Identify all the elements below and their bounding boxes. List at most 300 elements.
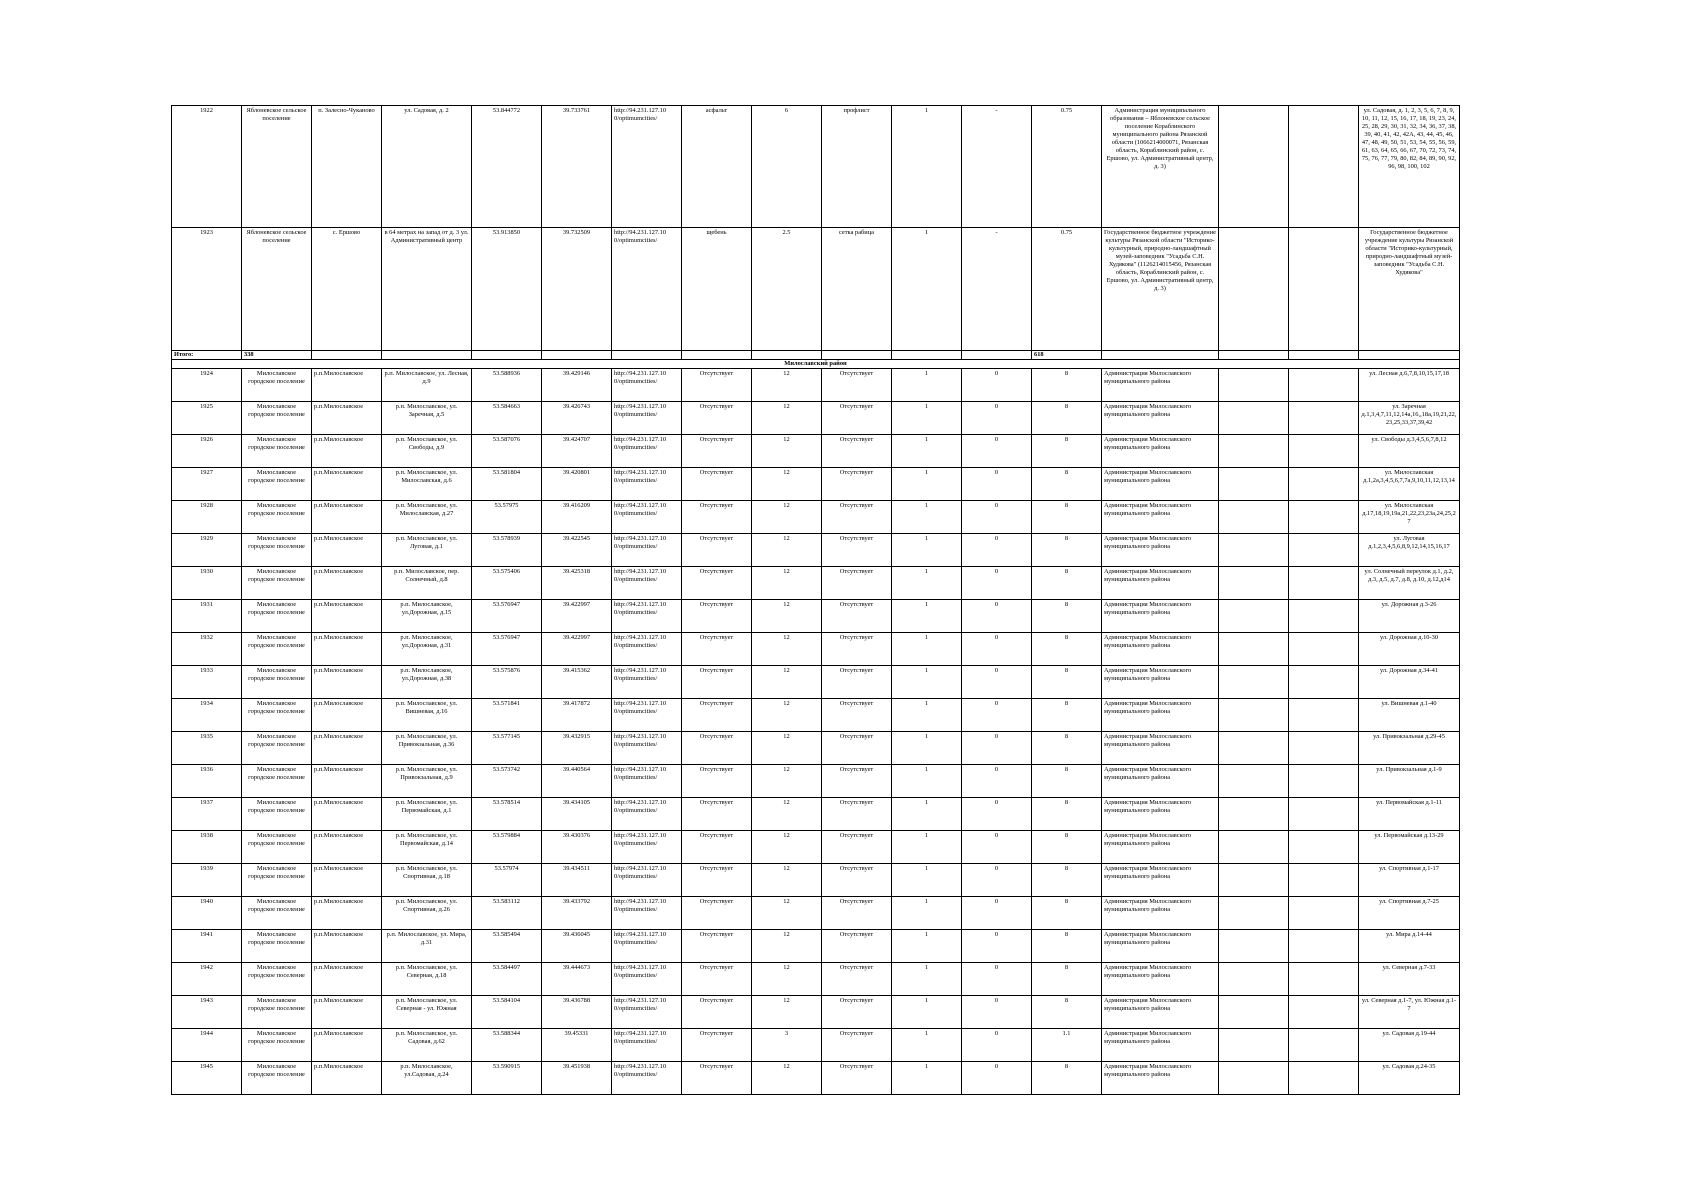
empty-cell [1219,930,1289,963]
longitude-cell: 39.422997 [542,600,612,633]
fence-cell: Отсутствует [822,897,892,930]
fence-cell: Отсутствует [822,402,892,435]
longitude-cell: 39.424707 [542,435,612,468]
empty-cell [1289,1062,1359,1095]
map-link-cell: http://94.231.127.10 0/optimumcities/ [612,228,682,351]
table-row [172,534,1460,567]
settlement-cell: Милославское городское поселение [242,567,312,600]
locality-cell: с. Ершово [312,228,382,351]
map-link-cell: http://94.231.127.10 0/optimumcities/ [612,600,682,633]
surface-cell: Отсутствует [682,897,752,930]
area-cell: 12 [752,897,822,930]
empty-cell [1219,351,1289,360]
served-objects-cell: ул. Милославская д.17,18,19,19а,21,22,23,23а,24,25,27 [1359,501,1460,534]
empty-cell [752,351,822,360]
row-number-cell: 1942 [172,963,242,996]
volume-cell: 8 [1032,567,1102,600]
empty-cell [962,351,1032,360]
owner-cell: Администрация Милославского муниципального района [1102,402,1219,435]
containers-cell: 1 [892,732,962,765]
empty-cell [1219,468,1289,501]
fence-cell: Отсутствует [822,534,892,567]
locality-cell: р.п.Милославское [312,369,382,402]
area-cell: 12 [752,567,822,600]
surface-cell: Отсутствует [682,501,752,534]
map-link-cell: http://94.231.127.10 0/optimumcities/ [612,930,682,963]
longitude-cell: 39.444673 [542,963,612,996]
latitude-cell: 53.578939 [472,534,542,567]
served-objects-cell: ул. Садовая д.19-44 [1359,1029,1460,1062]
table-row [172,468,1460,501]
surface-cell: Отсутствует [682,996,752,1029]
latitude-cell: 53.571841 [472,699,542,732]
address-cell: р.п. Милославское, ул. Спортивная, д.26 [382,897,472,930]
address-cell: р.п. Милославское, ул.Дорожная, д.31 [382,633,472,666]
served-objects-cell: ул. Заречная д.1,3,4,7,11,12,14а,16,,18а,19,21,22,23,25,33,37,39,42 [1359,402,1460,435]
map-link-cell: http://94.231.127.10 0/optimumcities/ [612,831,682,864]
area-cell: 12 [752,996,822,1029]
row-number-cell: 1935 [172,732,242,765]
surface-cell: Отсутствует [682,468,752,501]
owner-cell: Администрация Милославского муниципального района [1102,369,1219,402]
served-objects-cell: ул. Садовая, д. 1, 2, 3, 5, 6, 7, 8, 9, 10, 11, 12, 15, 16, 17, 18, 19, 23, 24, 25, 28, 29, 30, 31, 32, 34, 36, 37, 38, 39, 40, 41, 42, 42А, 43, 44, 45, 46, 47, 48, 49, 50, 51, 53, 54, 55, 56, 59, 61, 63, 64, 65, 66, 67, 70, 72, 73, 74, 75, 76, 77, 79, 80, 82, 84, 89, 90, 92, 96, 98, 100, 102 [1359,106,1460,228]
empty-cell [1219,1062,1289,1095]
row-number-cell: 1924 [172,369,242,402]
table-row [172,600,1460,633]
row-number-cell: 1934 [172,699,242,732]
settlement-cell: Милославское городское поселение [242,798,312,831]
fence-cell: профлист [822,106,892,228]
empty-cell [822,351,892,360]
map-link-cell: http://94.231.127.10 0/optimumcities/ [612,567,682,600]
map-link-cell: http://94.231.127.10 0/optimumcities/ [612,468,682,501]
longitude-cell: 39.430376 [542,831,612,864]
empty-cell [1289,996,1359,1029]
area-cell: 12 [752,798,822,831]
latitude-cell: 53.573742 [472,765,542,798]
surface-cell: Отсутствует [682,930,752,963]
row-number-cell: 1929 [172,534,242,567]
locality-cell: р.п.Милославское [312,996,382,1029]
table-row [172,633,1460,666]
latitude-cell: 53.588344 [472,1029,542,1062]
empty-cell [542,351,612,360]
address-cell: р.п. Милославское, ул.Дорожная, д.38 [382,666,472,699]
volume-cell: 0.75 [1032,106,1102,228]
area-cell: 12 [752,732,822,765]
empty-cell [1219,501,1289,534]
area-cell: 12 [752,1062,822,1095]
volume-cell: 8 [1032,963,1102,996]
owner-cell: Администрация Милославского муниципального района [1102,435,1219,468]
address-cell: р.п. Милославское, ул. Милославская, д.27 [382,501,472,534]
row-number-cell: 1922 [172,106,242,228]
empty-cell [1289,699,1359,732]
address-cell: р.п. Милославское, ул. Милославская, д.6 [382,468,472,501]
longitude-cell: 39.420801 [542,468,612,501]
table-row [172,369,1460,402]
planned-containers-cell: 0 [962,567,1032,600]
empty-cell [1289,831,1359,864]
table-row [172,1062,1460,1095]
address-cell: р.п. Милославское, ул. Вишневая, д.16 [382,699,472,732]
locality-cell: р.п.Милославское [312,1029,382,1062]
fence-cell: Отсутствует [822,732,892,765]
empty-cell [1289,897,1359,930]
locality-cell: р.п.Милославское [312,1062,382,1095]
longitude-cell: 39.432915 [542,732,612,765]
volume-cell: 8 [1032,897,1102,930]
address-cell: ул. Садовая, д. 2 [382,106,472,228]
served-objects-cell: ул. Садовая д.24-35 [1359,1062,1460,1095]
planned-containers-cell: 0 [962,501,1032,534]
served-objects-cell: ул. Дорожная д.34-41 [1359,666,1460,699]
latitude-cell: 53.583112 [472,897,542,930]
locality-cell: р.п.Милославское [312,732,382,765]
planned-containers-cell: 0 [962,831,1032,864]
owner-cell: Администрация Милославского муниципального района [1102,864,1219,897]
address-cell: р.п. Милославское, ул. Северная - ул. Южная [382,996,472,1029]
longitude-cell: 39.451938 [542,1062,612,1095]
empty-cell [1289,1029,1359,1062]
longitude-cell: 39.426743 [542,402,612,435]
fence-cell: Отсутствует [822,963,892,996]
owner-cell: Администрация Милославского муниципального района [1102,1062,1219,1095]
planned-containers-cell: 0 [962,402,1032,435]
planned-containers-cell: - [962,228,1032,351]
longitude-cell: 39.422545 [542,534,612,567]
empty-cell [1289,633,1359,666]
table-row [172,930,1460,963]
area-cell: 2.5 [752,228,822,351]
surface-cell: Отсутствует [682,864,752,897]
empty-cell [1289,963,1359,996]
row-number-cell: 1932 [172,633,242,666]
volume-cell: 8 [1032,732,1102,765]
area-cell: 12 [752,864,822,897]
volume-cell: 8 [1032,1062,1102,1095]
empty-cell [1219,1029,1289,1062]
empty-cell [1289,534,1359,567]
surface-cell: Отсутствует [682,765,752,798]
fence-cell: Отсутствует [822,930,892,963]
table-row [172,1029,1460,1062]
empty-cell [1219,996,1289,1029]
longitude-cell: 39.436788 [542,996,612,1029]
row-number-cell: 1937 [172,798,242,831]
empty-cell [1219,534,1289,567]
area-cell: 6 [752,106,822,228]
owner-cell: Администрация Милославского муниципального района [1102,468,1219,501]
settlement-cell: Милославское городское поселение [242,534,312,567]
table-row [172,798,1460,831]
map-link-cell: http://94.231.127.10 0/optimumcities/ [612,732,682,765]
latitude-cell: 53.57974 [472,864,542,897]
empty-cell [682,351,752,360]
table-row [172,106,1460,228]
empty-cell [1289,798,1359,831]
address-cell: р.п. Милославское, ул. Лесная, д.9 [382,369,472,402]
settlement-cell: Милославское городское поселение [242,600,312,633]
settlement-cell: Милославское городское поселение [242,666,312,699]
empty-cell [1289,666,1359,699]
empty-cell [892,351,962,360]
address-cell: р.п. Милославское, ул. Спортивная, д.18 [382,864,472,897]
area-cell: 12 [752,930,822,963]
address-cell: р.п. Милославское, ул. Луговая, д.1 [382,534,472,567]
volume-cell: 8 [1032,765,1102,798]
containers-cell: 1 [892,228,962,351]
owner-cell: Администрация Милославского муниципального района [1102,798,1219,831]
fence-cell: Отсутствует [822,1029,892,1062]
owner-cell: Администрация Милославского муниципального района [1102,633,1219,666]
address-cell: р.п. Милославское, ул. Свободы, д.9 [382,435,472,468]
longitude-cell: 39.422997 [542,633,612,666]
settlement-cell: Милославское городское поселение [242,996,312,1029]
settlement-cell: Милославское городское поселение [242,930,312,963]
locality-cell: р.п.Милославское [312,765,382,798]
settlement-cell: Милославское городское поселение [242,468,312,501]
served-objects-cell: ул. Луговая д.1,2,3,4,5,6,8,9,12,14,15,16,17 [1359,534,1460,567]
latitude-cell: 53.913850 [472,228,542,351]
empty-cell [1289,228,1359,351]
longitude-cell: 39.434105 [542,798,612,831]
map-link-cell: http://94.231.127.10 0/optimumcities/ [612,963,682,996]
empty-cell [1219,765,1289,798]
fence-cell: Отсутствует [822,996,892,1029]
area-cell: 12 [752,534,822,567]
locality-cell: р.п.Милославское [312,402,382,435]
volume-cell: 8 [1032,831,1102,864]
locality-cell: р.п.Милославское [312,831,382,864]
latitude-cell: 53.584663 [472,402,542,435]
owner-cell: Администрация Милославского муниципального района [1102,897,1219,930]
volume-cell: 8 [1032,930,1102,963]
table-row [172,666,1460,699]
empty-cell [1219,963,1289,996]
volume-cell: 8 [1032,468,1102,501]
settlement-cell: Милославское городское поселение [242,963,312,996]
owner-cell: Администрация Милославского муниципального района [1102,567,1219,600]
fence-cell: Отсутствует [822,435,892,468]
served-objects-cell: ул. Вишневая д.1-40 [1359,699,1460,732]
volume-cell: 8 [1032,600,1102,633]
fence-cell: Отсутствует [822,567,892,600]
settlement-cell: Яблоневское сельское поселение [242,106,312,228]
locality-cell: п. Залесно-Чуканово [312,106,382,228]
served-objects-cell: ул. Дорожная д.3-26 [1359,600,1460,633]
empty-cell [1219,633,1289,666]
containers-cell: 1 [892,633,962,666]
row-number-cell: 1938 [172,831,242,864]
planned-containers-cell: 0 [962,798,1032,831]
locality-cell: р.п.Милославское [312,666,382,699]
containers-cell: 1 [892,864,962,897]
longitude-cell: 39.415362 [542,666,612,699]
volume-cell: 8 [1032,699,1102,732]
area-cell: 12 [752,402,822,435]
total-count: 338 [242,351,312,360]
table-row [172,732,1460,765]
total-volume: 618 [1032,351,1102,360]
locality-cell: р.п.Милославское [312,633,382,666]
map-link-cell: http://94.231.127.10 0/optimumcities/ [612,699,682,732]
latitude-cell: 53.577145 [472,732,542,765]
served-objects-cell: ул. Северная д.7-33 [1359,963,1460,996]
latitude-cell: 53.576947 [472,600,542,633]
empty-cell [1102,351,1219,360]
map-link-cell: http://94.231.127.10 0/optimumcities/ [612,897,682,930]
settlement-cell: Милославское городское поселение [242,897,312,930]
containers-cell: 1 [892,1062,962,1095]
surface-cell: Отсутствует [682,600,752,633]
fence-cell: Отсутствует [822,864,892,897]
empty-cell [1289,501,1359,534]
surface-cell: Отсутствует [682,699,752,732]
empty-cell [1359,351,1460,360]
settlement-cell: Милославское городское поселение [242,1062,312,1095]
table-row [172,864,1460,897]
volume-cell: 8 [1032,996,1102,1029]
latitude-cell: 53.581804 [472,468,542,501]
locality-cell: р.п.Милославское [312,963,382,996]
address-cell: р.п. Милославское, пер. Солнечный, д.8 [382,567,472,600]
longitude-cell: 39.436045 [542,930,612,963]
row-number-cell: 1926 [172,435,242,468]
surface-cell: Отсутствует [682,567,752,600]
table-row [172,996,1460,1029]
table-row [172,699,1460,732]
latitude-cell: 53.57975 [472,501,542,534]
empty-cell [1219,798,1289,831]
address-cell: р.п. Милославское, ул. Садовая, д.62 [382,1029,472,1062]
owner-cell: Администрация Милославского муниципального района [1102,831,1219,864]
served-objects-cell: ул. Спортивная д.7-25 [1359,897,1460,930]
containers-cell: 1 [892,600,962,633]
planned-containers-cell: 0 [962,666,1032,699]
containers-cell: 1 [892,897,962,930]
latitude-cell: 53.579884 [472,831,542,864]
settlement-cell: Милославское городское поселение [242,699,312,732]
latitude-cell: 53.576947 [472,633,542,666]
area-cell: 12 [752,435,822,468]
registry-table [171,105,1460,1095]
owner-cell: Администрация Милославского муниципального района [1102,765,1219,798]
address-cell: р.п. Милославское, ул. Привокзальная, д.9 [382,765,472,798]
map-link-cell: http://94.231.127.10 0/optimumcities/ [612,501,682,534]
planned-containers-cell: 0 [962,633,1032,666]
planned-containers-cell: 0 [962,765,1032,798]
map-link-cell: http://94.231.127.10 0/optimumcities/ [612,106,682,228]
volume-cell: 8 [1032,864,1102,897]
map-link-cell: http://94.231.127.10 0/optimumcities/ [612,1029,682,1062]
empty-cell [1289,369,1359,402]
address-cell: р.п. Милославское, ул.Садовая, д.24 [382,1062,472,1095]
empty-cell [1289,864,1359,897]
surface-cell: Отсутствует [682,666,752,699]
planned-containers-cell: 0 [962,534,1032,567]
served-objects-cell: Государственное бюджетное учреждение культуры Рязанской области "Историко-культурный, природно-ландшафтный музей-заповедник "Усадьба С.Н. Худякова" [1359,228,1460,351]
volume-cell: 8 [1032,633,1102,666]
table-row [172,501,1460,534]
served-objects-cell: ул. Свободы д.3,4,5,6,7,8,12 [1359,435,1460,468]
owner-cell: Администрация Милославского муниципального района [1102,930,1219,963]
served-objects-cell: ул. Привокзальная д.1-9 [1359,765,1460,798]
fence-cell: Отсутствует [822,369,892,402]
owner-cell: Государственное бюджетное учреждение культуры Рязанской области "Историко-культурный, природно-ландшафтный музей-заповедник "Усадьба С.Н. Худякова" (1126214015456, Рязанская область, Кораблинский район, с. Ершово, ул. Административный центр, д. 3) [1102,228,1219,351]
latitude-cell: 53.578514 [472,798,542,831]
empty-cell [312,351,382,360]
area-cell: 12 [752,468,822,501]
surface-cell: Отсутствует [682,534,752,567]
planned-containers-cell: 0 [962,699,1032,732]
volume-cell: 0.75 [1032,228,1102,351]
planned-containers-cell: 0 [962,732,1032,765]
empty-cell [1219,699,1289,732]
locality-cell: р.п.Милославское [312,501,382,534]
longitude-cell: 39.733761 [542,106,612,228]
row-number-cell: 1944 [172,1029,242,1062]
planned-containers-cell: 0 [962,864,1032,897]
row-number-cell: 1925 [172,402,242,435]
total-label: Итого: [172,351,242,360]
surface-cell: Отсутствует [682,435,752,468]
row-number-cell: 1923 [172,228,242,351]
owner-cell: Администрация Милославского муниципального района [1102,534,1219,567]
fence-cell: Отсутствует [822,699,892,732]
served-objects-cell: ул. Первомайская д.1-11 [1359,798,1460,831]
volume-cell: 8 [1032,369,1102,402]
latitude-cell: 53.844772 [472,106,542,228]
surface-cell: Отсутствует [682,633,752,666]
row-number-cell: 1940 [172,897,242,930]
map-link-cell: http://94.231.127.10 0/optimumcities/ [612,435,682,468]
empty-cell [1219,435,1289,468]
empty-cell [1219,106,1289,228]
locality-cell: р.п.Милославское [312,798,382,831]
map-link-cell: http://94.231.127.10 0/optimumcities/ [612,864,682,897]
served-objects-cell: ул. Привокзальная д.29-45 [1359,732,1460,765]
empty-cell [1219,732,1289,765]
volume-cell: 1.1 [1032,1029,1102,1062]
map-link-cell: http://94.231.127.10 0/optimumcities/ [612,765,682,798]
planned-containers-cell: 0 [962,435,1032,468]
fence-cell: Отсутствует [822,501,892,534]
containers-cell: 1 [892,666,962,699]
settlement-cell: Милославское городское поселение [242,765,312,798]
settlement-cell: Милославское городское поселение [242,633,312,666]
longitude-cell: 39.429146 [542,369,612,402]
settlement-cell: Милославское городское поселение [242,501,312,534]
address-cell: р.п. Милославское, ул. Заречная, д.5 [382,402,472,435]
containers-cell: 1 [892,831,962,864]
address-cell: р.п. Милославское, ул. Северная, д.18 [382,963,472,996]
containers-cell: 1 [892,501,962,534]
surface-cell: Отсутствует [682,402,752,435]
planned-containers-cell: 0 [962,369,1032,402]
owner-cell: Администрация Милославского муниципального района [1102,600,1219,633]
settlement-cell: Милославское городское поселение [242,402,312,435]
address-cell: р.п. Милославское, ул. Первомайская, д.14 [382,831,472,864]
empty-cell [1289,468,1359,501]
served-objects-cell: ул. Дорожная д.10-30 [1359,633,1460,666]
area-cell: 12 [752,699,822,732]
row-number-cell: 1936 [172,765,242,798]
locality-cell: р.п.Милославское [312,435,382,468]
surface-cell: Отсутствует [682,963,752,996]
containers-cell: 1 [892,402,962,435]
latitude-cell: 53.585494 [472,930,542,963]
